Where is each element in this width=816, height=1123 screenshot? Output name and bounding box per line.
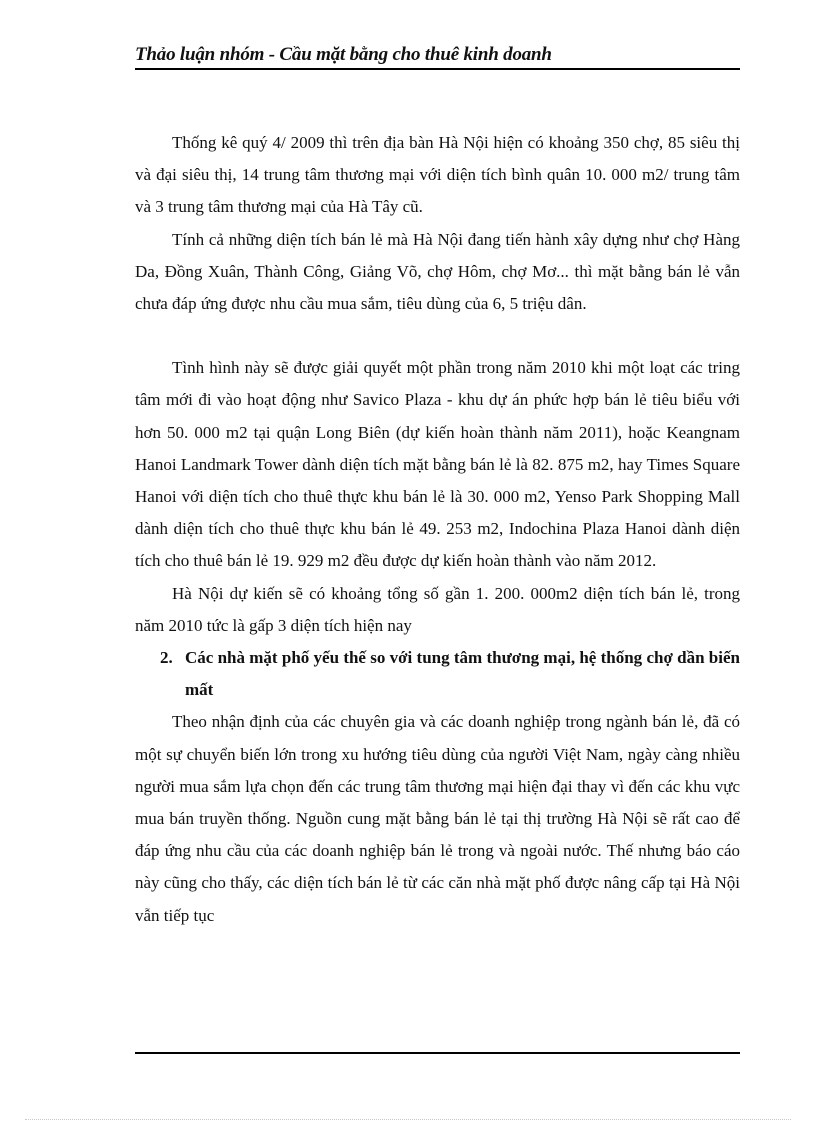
paragraph-spacer [135,320,740,352]
section-heading-text: Các nhà mặt phố yếu thế so với tung tâm thương mại, hệ thống chợ dần biến mất [185,648,740,700]
section-heading-number: 2. [160,648,173,668]
paragraph-forecast: Hà Nội dự kiến sẽ có khoảng tổng số gần 1. 200. 000m2 diện tích bán lẻ, trong năm 2010 tức là gấp 3 diện tích hiện nay [135,583,740,635]
paragraph-retail-area: Tính cả những diện tích bán lẻ mà Hà Nội đang tiến hành xây dựng như chợ Hàng Da, Đồng Xuân, Thành Công, Giảng Võ, chợ Hôm, chợ Mơ... thì mặt bằng bán lẻ vẫn chưa đáp ứng được nhu cầu mua sắm, tiêu dùng của 6, 5 triệu dân. [135,229,740,314]
header-rule [135,68,740,70]
paragraph-new-centers: Tình hình này sẽ được giải quyết một phần trong năm 2010 khi một loạt các tring tâm mới đi vào hoạt động như Savico Plaza - khu dự án phức hợp bán lẻ tiêu biểu với hơn 50. 000 m2 tại quận Long Biên (dự kiến hoàn thành năm 2011), hoặc Keangnam Hanoi Landmark Tower dành diện tích mặt bằng bán lẻ là 82. 875 m2, hay Times Square Hanoi với diện tích cho thuê thực khu bán lẻ là 30. 000 m2, Yenso Park Shopping Mall dành diện tích cho thuê thực khu bán lẻ 49. 253 m2, Indochina Plaza Hanoi dành diện tích cho thuê bán lẻ 19. 929 m2 đều được dự kiến hoàn thành vào năm 2012. [135,358,740,571]
document-body [135,127,740,932]
paragraph-statistics: Thống kê quý 4/ 2009 thì trên địa bàn Hà Nội hiện có khoảng 350 chợ, 85 siêu thị và đại siêu thị, 14 trung tâm thương mại với diện tích bình quân 10. 000 m2/ trung tâm và 3 trung tâm thương mại của Hà Tây cũ. [135,133,740,217]
page-bottom-border [25,1119,791,1120]
page-header-title: Thảo luận nhóm - Cầu mặt bằng cho thuê kinh doanh [135,44,552,65]
footer-rule [135,1052,740,1054]
section-heading [135,642,740,706]
paragraph-expert-opinion: Theo nhận định của các chuyên gia và các doanh nghiệp trong ngành bán lẻ, đã có một sự chuyển biến lớn trong xu hướng tiêu dùng của người Việt Nam, ngày càng nhiều người mua sắm lựa chọn đến các trung tâm thương mại hiện đại thay vì đến các khu vực mua bán truyền thống. Nguồn cung mặt bằng bán lẻ tại thị trường Hà Nội sẽ rất cao để đáp ứng nhu cầu của các doanh nghiệp bán lẻ trong và ngoài nước. Thế nhưng báo cáo này cũng cho thấy, các diện tích bán lẻ từ các căn nhà mặt phố được nâng cấp tại Hà Nội vẫn tiếp tục [135,712,740,925]
